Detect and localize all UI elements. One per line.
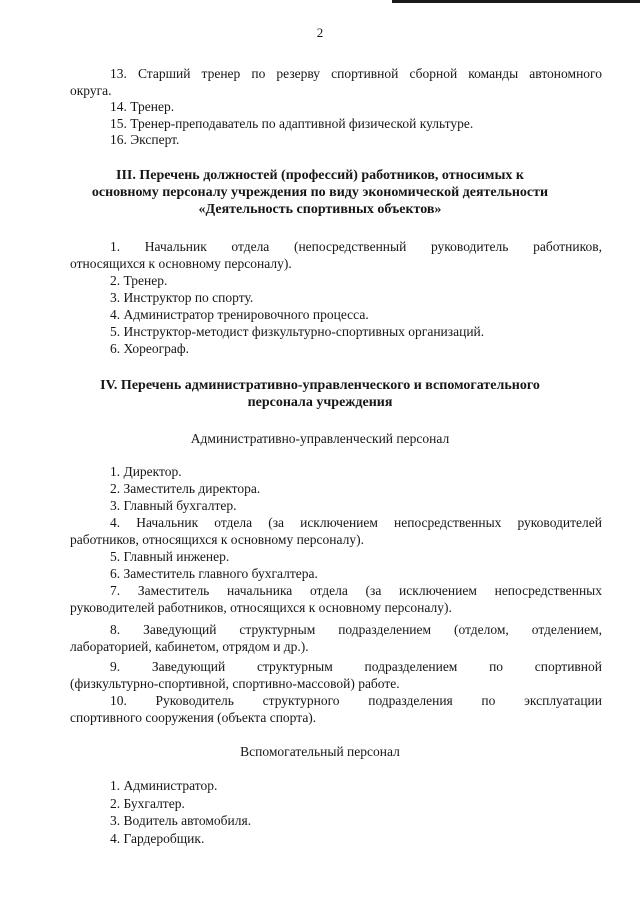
section-3-heading-line: III. Перечень должностей (профессий) работников, относимых к — [116, 168, 524, 183]
list-item: 8. Заведующий структурным подразделением (отделом, отделением, — [110, 622, 602, 637]
list-item: 16. Эксперт. — [110, 132, 180, 147]
list-item: лабораторией, кабинетом, отрядом и др.). — [70, 639, 309, 654]
section-4-heading-line: персонала учреждения — [247, 395, 393, 410]
list-item: 5. Инструктор-методист физкультурно-спортивных организаций. — [110, 324, 485, 339]
list-item: 7. Заместитель начальника отдела (за исключением непосредственных — [110, 583, 602, 598]
list-item: руководителей работников, относящихся к основному персоналу). — [70, 600, 452, 615]
list-item: спортивного сооружения (объекта спорта). — [70, 710, 317, 725]
section-4-heading-line: IV. Перечень административно-управленческого и вспомогательного — [100, 378, 540, 393]
list-item: 4. Начальник отдела (за исключением непосредственных руководителей — [110, 515, 602, 530]
list-item: 3. Главный бухгалтер. — [110, 498, 237, 513]
page-number: 2 — [316, 25, 324, 40]
list-item: 1. Директор. — [110, 464, 182, 479]
list-item: 4. Гардеробщик. — [110, 831, 205, 846]
list-item: 1. Начальник отдела (непосредственный руководитель работников, — [110, 239, 602, 254]
section-3-heading-line: основному персоналу учреждения по виду экономической деятельности — [91, 185, 549, 200]
list-item: 9. Заведующий структурным подразделением по спортивной — [110, 659, 602, 674]
list-item: 1. Администратор. — [110, 778, 218, 793]
section-3-heading-line: «Деятельность спортивных объектов» — [198, 202, 442, 217]
list-item: 14. Тренер. — [110, 99, 175, 114]
admin-subheading: Административно-управленческий персонал — [190, 431, 450, 446]
top-border-line — [392, 0, 640, 3]
list-item: 4. Администратор тренировочного процесса. — [110, 307, 369, 322]
list-item: 6. Хореограф. — [110, 341, 190, 356]
list-item: 3. Водитель автомобиля. — [110, 813, 252, 828]
support-subheading: Вспомогательный персонал — [240, 744, 400, 759]
list-item: 10. Руководитель структурного подразделения по эксплуатации — [110, 693, 602, 708]
list-item: 15. Тренер-преподаватель по адаптивной физической культуре. — [110, 116, 474, 131]
list-item: 13. Старший тренер по резерву спортивной сборной команды автономного — [110, 66, 602, 81]
list-item: 6. Заместитель главного бухгалтера. — [110, 566, 318, 581]
list-item: относящихся к основному персоналу). — [70, 256, 292, 271]
list-item: 3. Инструктор по спорту. — [110, 290, 254, 305]
list-item: 5. Главный инженер. — [110, 549, 230, 564]
list-item: 2. Заместитель директора. — [110, 481, 261, 496]
list-item: (физкультурно-спортивной, спортивно-массовой) работе. — [70, 676, 400, 691]
list-item: 2. Бухгалтер. — [110, 796, 185, 811]
list-item: 2. Тренер. — [110, 273, 168, 288]
list-item: работников, относящихся к основному персоналу). — [70, 532, 364, 547]
list-item: округа. — [70, 83, 112, 98]
